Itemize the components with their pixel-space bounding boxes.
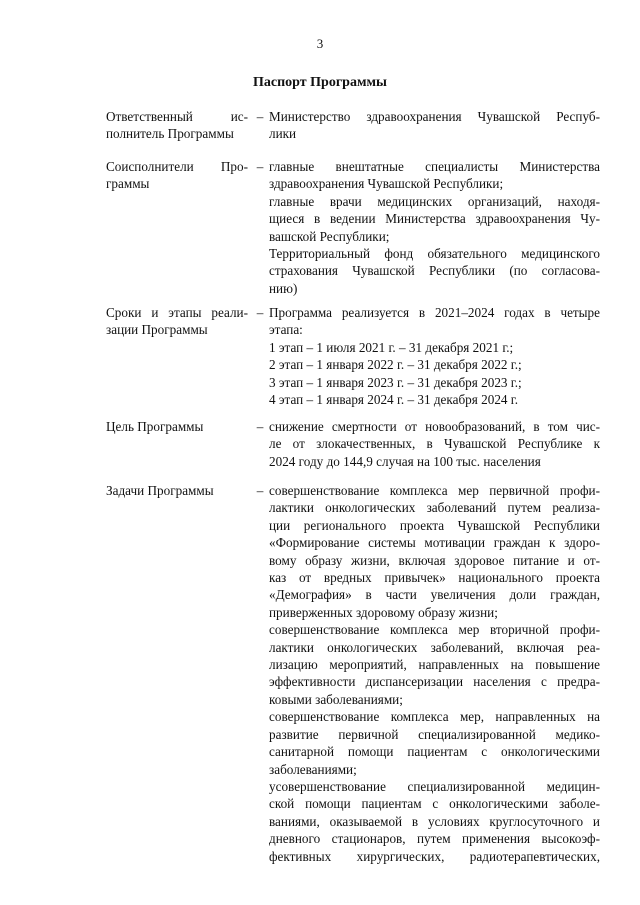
row-value: совершенствование комплекса мер первичной профи- лактики онкологических заболеваний путем реализа- ции регионального проекта Чувашской Республики «Формирование системы мотивации граждан к здоро- вому образу жизни, включая здоровое питание и от- каз от вредных привычек» национального проекта «Демография» в части увеличения доли граждан, приверженных здоровому образу жизни; совершенствование комплекса мер вторичной профи- лактики онкологических заболеваний, включая реа- лизацию мероприятий, направленных на повышение эффективности диспансеризации населения с предра- ковыми заболеваниями; совершенствование комплекса мер, направленных на развитие первичной специализированной медико- санитарной помощи пациентам с онкологическими заболеваниями; усовершенствование специализированной медицин- ской помощи пациентам с онкологическими заболе- ваниями, оказываемой в условиях круглосуточного и дневного стационаров, путем применения высокоэф- фективных хирургических, радиотерапевтических,	[269, 483, 600, 864]
row-value: главные внештатные специалисты Министерства здравоохранения Чувашской Республики; главные врачи медицинских организаций, находя- щиеся в ведении Министерства здравоохранения Чу- вашской Республики; Территориальный фонд обязательного медицинского страхования Чувашской Республики (по согласова- нию)	[269, 159, 600, 296]
page-number: 3	[316, 36, 324, 51]
row-label: Соисполнители Про- граммы	[106, 159, 248, 192]
row-label: Сроки и этапы реали- зации Программы	[106, 305, 248, 338]
row-dash: –	[256, 483, 264, 498]
row-dash: –	[256, 159, 264, 174]
row-label: Цель Программы	[106, 419, 204, 434]
row-dash: –	[256, 109, 264, 124]
row-value: Программа реализуется в 2021–2024 годах в четыре этапа: 1 этап – 1 июля 2021 г. – 31 декабря 2021 г.; 2 этап – 1 января 2022 г. – 31 декабря 2022 г.; 3 этап – 1 января 2023 г. – 31 декабря 2023 г.; 4 этап – 1 января 2024 г. – 31 декабря 2024 г.	[269, 305, 600, 408]
row-value: Министерство здравоохранения Чувашской Респуб- лики	[269, 109, 600, 142]
row-label: Задачи Программы	[106, 483, 214, 498]
document-title: Паспорт Программы	[253, 75, 387, 90]
row-value: снижение смертности от новообразований, в том чис- ле от злокачественных, в Чувашской Республике к 2024 году до 144,9 случая на 100 тыс. населения	[269, 419, 600, 469]
row-label: Ответственный ис- полнитель Программы	[106, 109, 248, 142]
row-dash: –	[256, 305, 264, 320]
row-dash: –	[256, 419, 264, 434]
